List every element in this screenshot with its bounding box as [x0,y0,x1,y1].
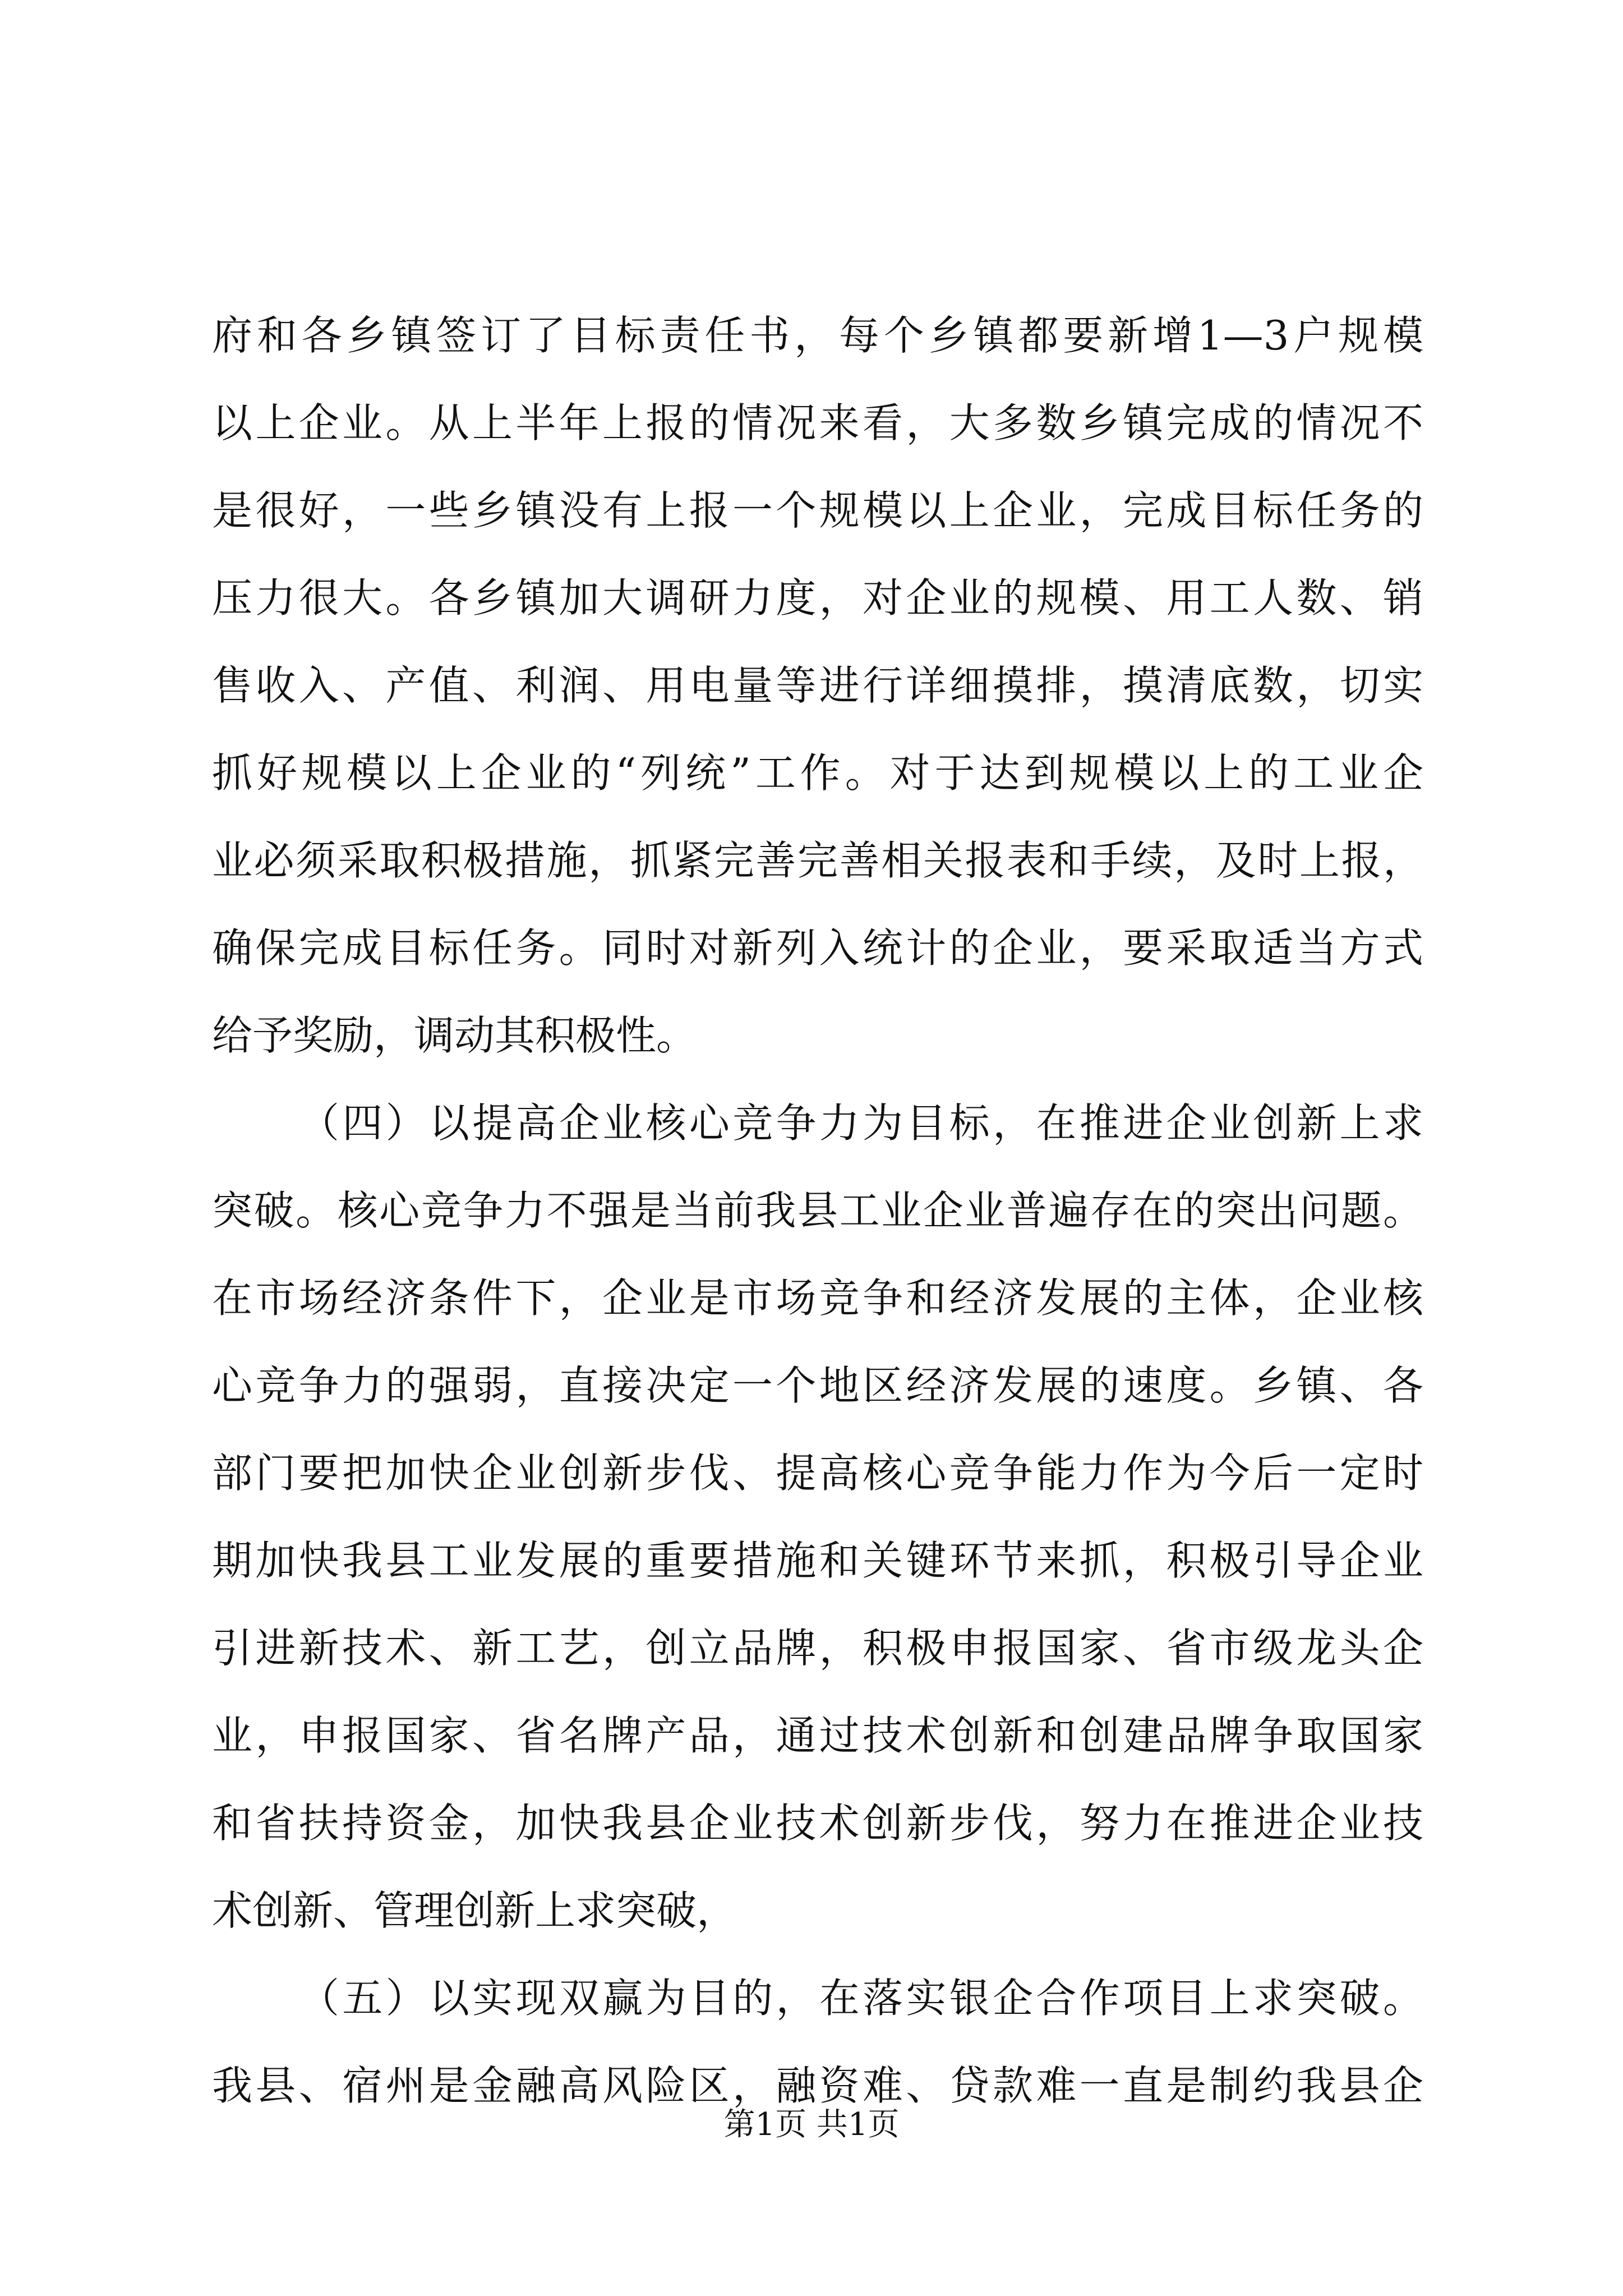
text-line: 心竞争力的强弱，直接决定一个地区经济发展的速度。乡镇、各 [212,1362,1423,1409]
text-line: 压力很大。各乡镇加大调研力度，对企业的规模、用工人数、销 [212,574,1423,622]
text-line: 售收入、产值、利润、用电量等进行详细摸排，摸清底数，切实 [212,662,1423,709]
text-line: 抓好规模以上企业的“列统”工作。对于达到规模以上的工业企 [212,749,1423,797]
text-line: 在市场经济条件下，企业是市场竞争和经济发展的主体，企业核 [212,1274,1423,1322]
text-line: 确保完成目标任务。同时对新列入统计的企业，要采取适当方式 [212,924,1423,972]
text-line: 是很好，一些乡镇没有上报一个规模以上企业，完成目标任务的 [212,487,1423,534]
text-line: 期加快我县工业发展的重要措施和关键环节来抓，积极引导企业 [212,1537,1423,1584]
text-line: （五）以实现双赢为目的，在落实银企合作项目上求突破。 [299,1975,1423,2022]
text-line: （四）以提高企业核心竞争力为目标，在推进企业创新上求 [299,1099,1423,1147]
text-line: 引进新技术、新工艺，创立品牌，积极申报国家、省市级龙头企 [212,1625,1423,1672]
text-line: 给予奖励，调动其积极性。 [212,1012,697,1059]
text-line: 部门要把加快企业创新步伐、提高核心竞争能力作为今后一定时 [212,1450,1423,1497]
text-line: 我县、宿州是金融高风险区，融资难、贷款难一直是制约我县企 [212,2062,1423,2109]
document-body [212,292,1423,2129]
text-line: 术创新、管理创新上求突破， [212,1887,737,1934]
text-line: 突破。核心竞争力不强是当前我县工业企业普遍存在的突出问题。 [212,1187,1423,1234]
text-line: 府和各乡镇签订了目标责任书，每个乡镇都要新增1—3户规模 [212,312,1423,359]
text-line: 和省扶持资金，加快我县企业技术创新步伐，努力在推进企业技 [212,1800,1423,1847]
text-line: 以上企业。从上半年上报的情况来看，大多数乡镇完成的情况不 [212,399,1423,447]
text-line: 业，申报国家、省名牌产品，通过技术创新和创建品牌争取国家 [212,1712,1423,1759]
paragraph [212,292,1423,1079]
text-line: 业必须采取积极措施，抓紧完善完善相关报表和手续，及时上报， [212,837,1423,884]
paragraph [212,1079,1423,1954]
page-footer: 第1页 共1页 [723,2106,900,2143]
